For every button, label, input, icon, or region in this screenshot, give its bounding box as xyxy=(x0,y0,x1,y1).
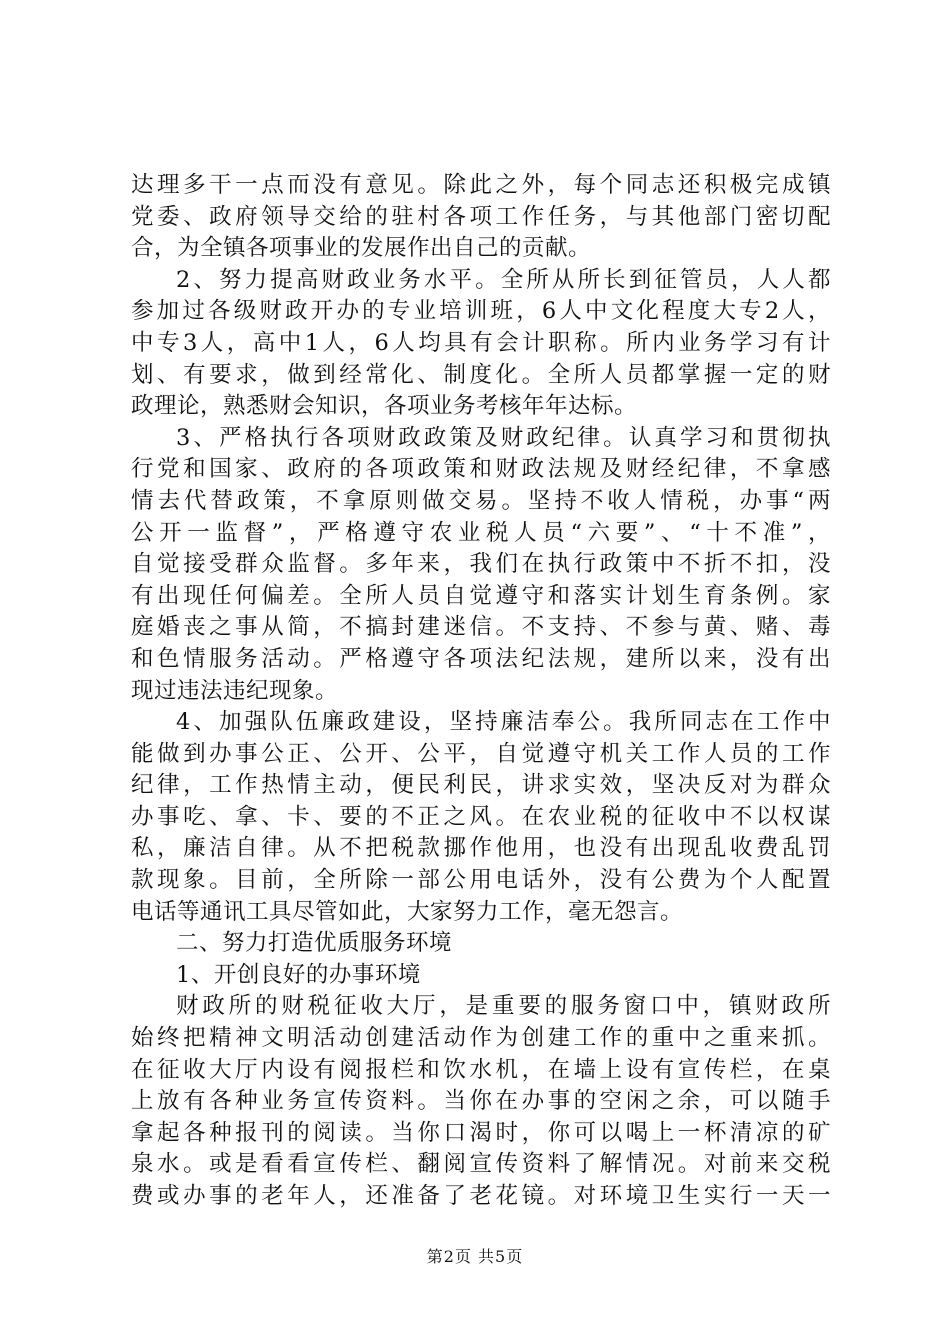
text-line: 纪律，工作热情主动，便民利民，讲求实效，坚决反对为群众 xyxy=(131,772,831,799)
text-line: 财政所的财税征收大厅，是重要的服务窗口中，镇财政所 xyxy=(176,993,831,1020)
text-line: 3、严格执行各项财政政策及财政纪律。认真学习和贯彻执 xyxy=(176,424,831,451)
text-line: 款现象。目前，全所除一部公用电话外，没有公费为个人配置 xyxy=(131,867,831,894)
text-line: 合，为全镇各项事业的发展作出自己的贡献。 xyxy=(131,235,592,262)
text-line: 参加过各级财政开办的专业培训班，6人中文化程度大专2人， xyxy=(131,298,831,325)
text-line: 上放有各种业务宣传资料。当你在办事的空闲之余，可以随手 xyxy=(131,1088,831,1115)
text-line: 庭婚丧之事从简，不搞封建迷信。不支持、不参与黄、赌、毒 xyxy=(131,614,831,641)
text-line: 情去代替政策，不拿原则做交易。坚持不收人情税，办事“两 xyxy=(131,487,831,514)
text-line: 和色情服务活动。严格遵守各项法纪法规，建所以来，没有出 xyxy=(131,645,831,672)
text-line: 能做到办事公正、公开、公平，自觉遵守机关工作人员的工作 xyxy=(131,740,831,767)
text-line: 现过违法违纪现象。 xyxy=(131,677,339,704)
text-line: 在征收大厅内设有阅报栏和饮水机，在墙上设有宣传栏，在桌 xyxy=(131,1056,831,1083)
document-body xyxy=(131,170,831,1213)
text-line: 4、加强队伍廉政建设，坚持廉洁奉公。我所同志在工作中 xyxy=(176,709,831,736)
text-line: 公开一监督”，严格遵守农业税人员“六要”、“十不准”， xyxy=(131,519,831,546)
text-line: 有出现任何偏差。全所人员自觉遵守和落实计划生育条例。家 xyxy=(131,582,831,609)
text-line: 中专3人，高中1人，6人均具有会计职称。所内业务学习有计 xyxy=(131,329,831,356)
text-line: 1、开创良好的办事环境 xyxy=(176,961,421,988)
text-line: 泉水。或是看看宣传栏、翻阅宣传资料了解情况。对前来交税 xyxy=(131,1151,831,1178)
text-line: 办事吃、拿、卡、要的不正之风。在农业税的征收中不以权谋 xyxy=(131,803,831,830)
text-line: 达理多干一点而没有意见。除此之外，每个同志还积极完成镇 xyxy=(131,172,831,198)
text-line: 自觉接受群众监督。多年来，我们在执行政策中不折不扣，没 xyxy=(131,551,831,578)
text-line: 党委、政府领导交给的驻村各项工作任务，与其他部门密切配 xyxy=(131,203,831,230)
text-line: 2、努力提高财政业务水平。全所从所长到征管员，人人都 xyxy=(176,266,831,293)
text-line: 二、努力打造优质服务环境 xyxy=(176,930,453,957)
text-line: 划、有要求，做到经常化、制度化。全所人员都掌握一定的财 xyxy=(131,361,831,388)
text-line: 政理论，熟悉财会知识，各项业务考核年年达标。 xyxy=(131,393,638,420)
text-line: 电话等通讯工具尽管如此，大家努力工作，毫无怨言。 xyxy=(131,898,684,925)
text-line: 始终把精神文明活动创建活动作为创建工作的重中之重来抓。 xyxy=(131,1025,831,1052)
text-line: 拿起各种报刊的阅读。当你口渴时，你可以喝上一杯清凉的矿 xyxy=(131,1119,831,1146)
text-line: 费或办事的老年人，还准备了老花镜。对环境卫生实行一天一 xyxy=(131,1183,831,1209)
page-footer: 第2页 共5页 xyxy=(426,1247,524,1266)
text-line: 私，廉洁自律。从不把税款挪作他用，也没有出现乱收费乱罚 xyxy=(131,835,831,862)
text-line: 行党和国家、政府的各项政策和财政法规及财经纪律，不拿感 xyxy=(131,456,831,483)
